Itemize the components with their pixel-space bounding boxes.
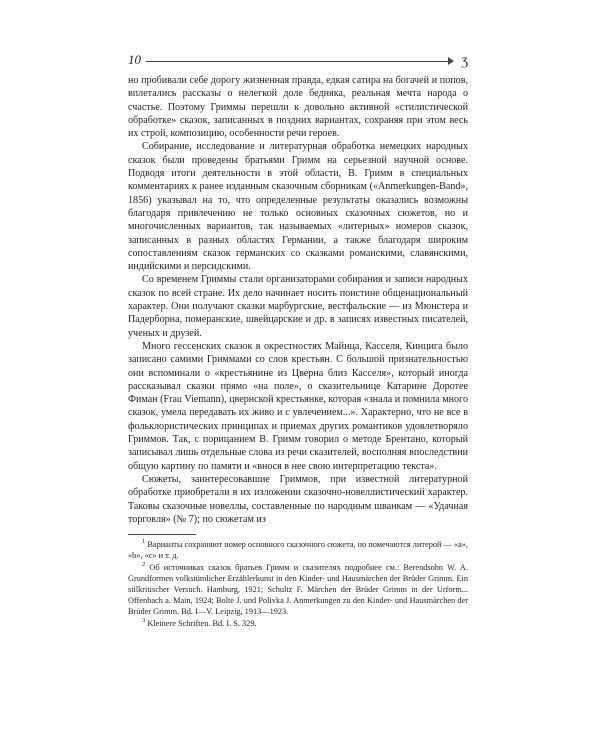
footnote-text: Об источниках сказок братьев Гримм и сказителях подробнее см.: Berendsohn W. A. Grundformen volkstümlicher Erzählerkunst in den Kinder- und Hausmärchen der Brüder Grimm. Ein stilkritischer Versuch. Hamburg, 1921; Schultz F. Märchen der Brüder Grimm in der Urform... Offenbach a. Main, 1924; Bolte J. und Polivka J. Anmerkungen zu den Kinder- und Hausmärchen der Brüder Grimm. Bd. I—V. Leipzig, 1913—1923. [128, 563, 468, 617]
footnotes [128, 539, 468, 629]
book-page [128, 52, 468, 630]
ornament-icon: Ʒ [461, 54, 468, 68]
header-rule [146, 61, 452, 62]
paragraph: Сюжеты, заинтересовавшие Гриммов, при известной литературной обработке приобретали в их изложении сказочно-новеллистический характер. Таковы сказочные новеллы, составленные по народным шванкам — «Удачная торговля» (№ 7); по сюжетам из [128, 473, 468, 525]
arrow-icon [448, 57, 454, 65]
page-number: 10 [128, 52, 141, 67]
paragraph: но пробивали себе дорогу жизненная правда, едкая сатира на богачей и попов, вплетались рассказы о нелегкой доле бедняка, реальная мечта народа о счастье. Поэтому Гриммы перешли к довольно активной «стилистической обработке» сказок, записанных в поздних вариантах, сохраняя при этом весь их строй, композицию, особенности речи героев. [128, 75, 468, 140]
footnote [128, 539, 468, 561]
footnote-text: Kleinere Schriften. Bd. I. S. 329. [147, 619, 257, 629]
main-text [128, 74, 468, 526]
footnote-marker: 3 [142, 617, 146, 625]
running-header [128, 52, 468, 70]
footnote [128, 618, 468, 629]
footnote [128, 562, 468, 617]
paragraph: Со временем Гриммы стали организаторами собирания и записи народных сказок по всей стране. Их дело начинает носить поистине общенациональный характер. Они получают сказки марбургские, вестфальские — из Мюнстера и Падерборна, померанские, швейцарские и др. в записях известных писателей, ученых и друзей. [128, 274, 468, 339]
footnote-text: Варианты сохраняют номер основного сказочного сюжета, но помечаются литерой — «а», «b», «с» и т. д. [128, 540, 468, 561]
footnote-marker: 1 [142, 538, 146, 546]
footnote-marker: 2 [142, 561, 146, 569]
footnote-divider [128, 534, 196, 535]
paragraph: Много гессенских сказок в окрестностях Майнца, Касселя, Кинцига было записано самими Гриммами со слов крестьян. С большой признательностью они вспоминали о «крестьянине из Цверна близ Касселя», который иногда рассказывал сказки прямо «на поле», о сказительнице Катарине Доротее Фиман (Frau Viemann), цвернской крестьянке, которая «знала и помнила много сказок, умела передавать их живо и с увлечением...». Характерно, что не все в фольклористических принципах и приемах других романтиков удовлетворяло Гриммов. Так, с порицанием В. Гримм говорил о методе Брентано, который записывал лишь отдельные слова из речи сказителей, восполняя впоследствии общую картину по памяти и «внося в нее свою интерпретацию текста». [128, 340, 468, 472]
paragraph: Собирание, исследование и литературная обработка немецких народных сказок были проведены братьями Гримм на серьезной научной основе. Подводя итоги деятельности в этой области, В. Гримм в специальных комментариях к ранее изданным сказочным сборникам («Anmerkungen-Band», 1856) указывал на то, что определенные результаты оказались возможны благодаря привлечению не только основных сказочных сюжетов, но и многочисленных вариантов, так называемых «литерных» номеров сказок, записанных в разных областях Германии, а также благодаря широким сопоставлениям сказок германских со сказками романскими, славянскими, индийскими и персидскими. [128, 141, 468, 273]
